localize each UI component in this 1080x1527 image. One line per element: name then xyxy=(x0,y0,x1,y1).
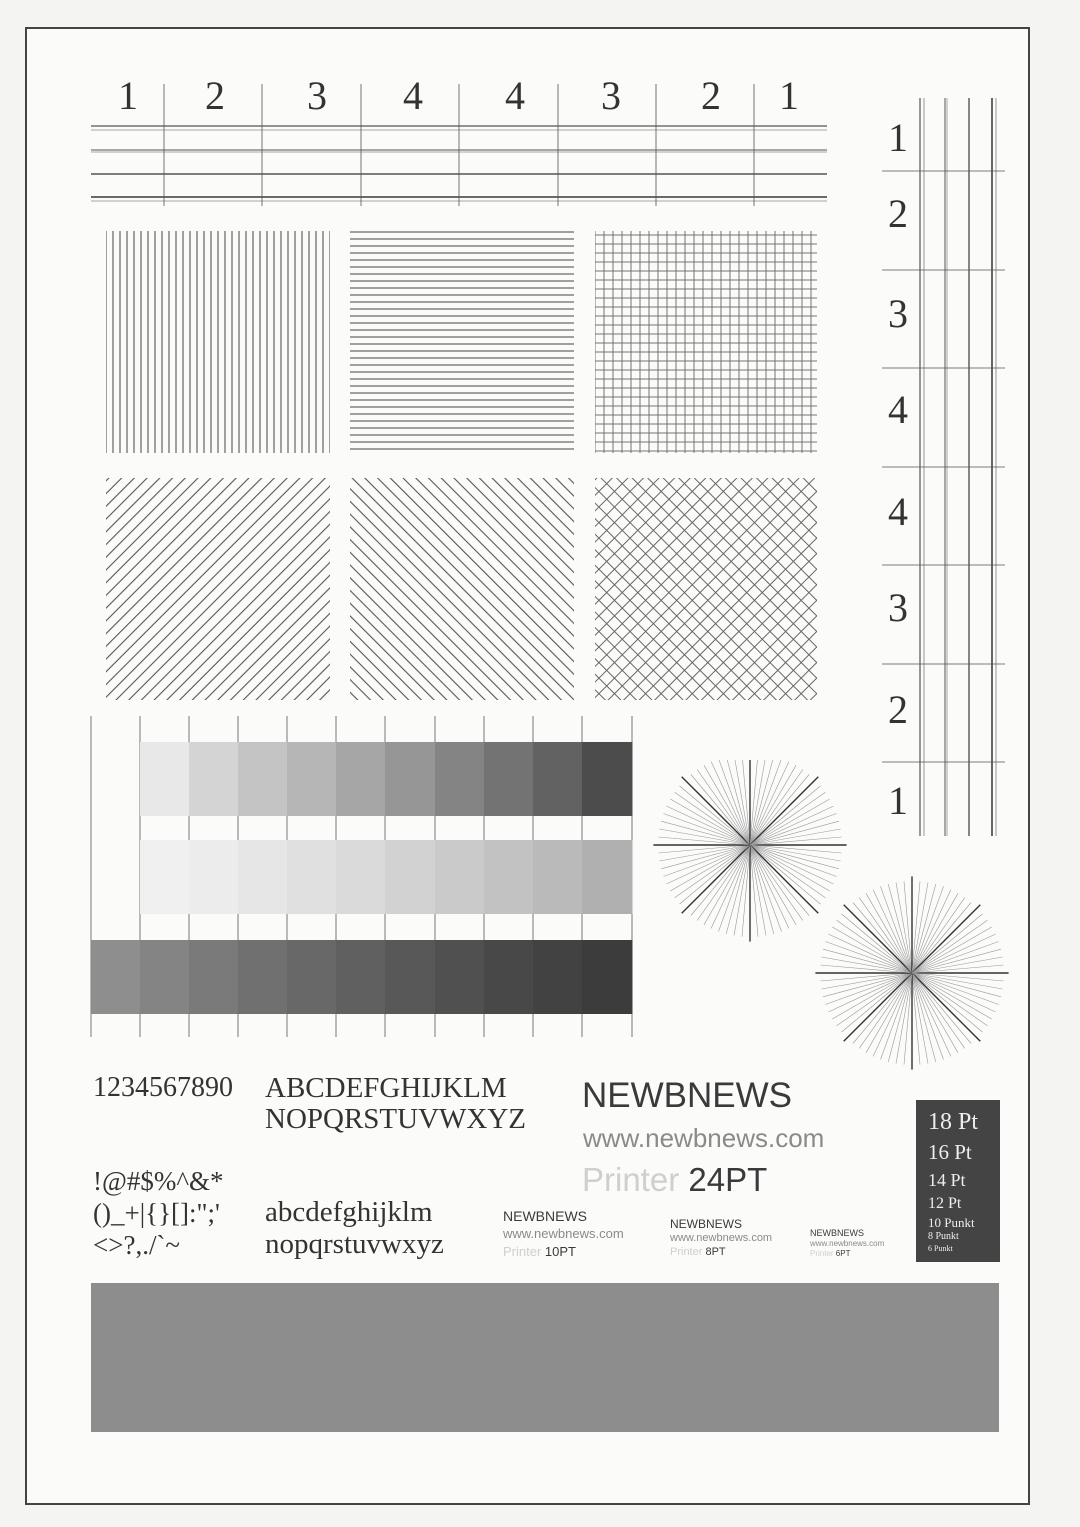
gray-ramp-step xyxy=(287,840,337,914)
gray-ramp-step xyxy=(238,742,288,816)
printer-size-24pt: Printer 24PT xyxy=(582,1161,768,1198)
gray-ramp-step xyxy=(435,742,485,816)
starburst-targets xyxy=(640,760,1030,1080)
gray-ramp-step xyxy=(484,742,534,816)
gray-ramp-step xyxy=(140,742,190,816)
starburst-target xyxy=(653,760,846,942)
symbols-sample: <>?,./`~ xyxy=(93,1230,181,1260)
ruler-number: 2 xyxy=(888,687,908,732)
brand-url-6pt: www.newbnews.com xyxy=(810,1239,885,1248)
printer-size-8pt: Printer 8PT xyxy=(670,1246,726,1258)
point-size-label: 10 Punkt xyxy=(928,1215,975,1230)
point-size-label: 14 Pt xyxy=(928,1170,966,1190)
point-size-label: 16 Pt xyxy=(928,1140,972,1164)
brand-name-24pt: NEWBNEWS xyxy=(582,1076,792,1115)
uppercase-sample: ABCDEFGHIJKLM xyxy=(265,1072,507,1104)
ruler-number: 3 xyxy=(307,73,327,118)
printer-size-10pt: Printer 10PT xyxy=(503,1244,576,1259)
brand-name-10pt: NEWBNEWS xyxy=(503,1208,587,1224)
symbols-sample: !@#$%^&* xyxy=(93,1166,224,1196)
ruler-number: 4 xyxy=(505,73,525,118)
ruler-number: 1 xyxy=(779,73,799,118)
brand-url-24pt: www.newbnews.com xyxy=(583,1123,825,1153)
point-size-label: 18 Pt xyxy=(928,1109,979,1135)
gray-ramp-step xyxy=(435,940,485,1014)
gray-ramp-step xyxy=(140,840,190,914)
gray-ramp-step xyxy=(287,940,337,1014)
gray-ramp-step xyxy=(189,940,239,1014)
lowercase-sample: abcdefghijklm xyxy=(265,1196,433,1228)
gray-ramp-step xyxy=(140,940,190,1014)
ruler-number: 3 xyxy=(888,291,908,336)
gray-ramp-step xyxy=(385,742,436,816)
ruler-number: 4 xyxy=(888,489,908,534)
gray-ramp-step xyxy=(238,940,288,1014)
gray-ramp-step xyxy=(91,940,141,1014)
brand-name-8pt: NEWBNEWS xyxy=(670,1217,742,1231)
ruler-number: 1 xyxy=(888,115,908,160)
gray-ramp-step xyxy=(533,742,583,816)
ruler-number: 4 xyxy=(403,73,423,118)
gray-ramp-step xyxy=(336,840,386,914)
brand-name-6pt: NEWBNEWS xyxy=(810,1228,864,1238)
gray-ramp-step xyxy=(435,840,485,914)
uppercase-sample: NOPQRSTUVWXYZ xyxy=(265,1103,526,1135)
gray-ramp-step xyxy=(582,840,633,914)
ruler-number: 2 xyxy=(701,73,721,118)
brand-url-10pt: www.newbnews.com xyxy=(503,1226,624,1241)
ruler-number: 1 xyxy=(118,73,138,118)
gray-ramp-step xyxy=(533,840,583,914)
point-size-box xyxy=(916,1100,1000,1262)
gray-ramp-step xyxy=(484,940,534,1014)
ruler-number: 4 xyxy=(888,387,908,432)
printer-size-6pt: Printer 6PT xyxy=(810,1249,851,1258)
point-size-label: 8 Punkt xyxy=(928,1231,959,1242)
ruler-number: 1 xyxy=(888,778,908,823)
gray-ramp-step xyxy=(287,742,337,816)
point-size-label: 6 Punkt xyxy=(928,1244,953,1253)
gray-ramp-step xyxy=(189,840,239,914)
gray-ramp-step xyxy=(238,840,288,914)
gray-ramp-step xyxy=(189,742,239,816)
ruler-number: 3 xyxy=(888,585,908,630)
lowercase-sample: nopqrstuvwxyz xyxy=(265,1228,444,1260)
digits-sample: 1234567890 xyxy=(93,1072,233,1103)
ruler-number: 2 xyxy=(205,73,225,118)
gray-ramp-step xyxy=(582,940,633,1014)
gray-ramp-step xyxy=(336,940,386,1014)
brand-url-8pt: www.newbnews.com xyxy=(670,1232,773,1244)
gray-ramp-step xyxy=(582,742,633,816)
gray-ramp-step xyxy=(484,840,534,914)
symbols-sample: ()_+|{}[]:";' xyxy=(93,1198,220,1228)
point-size-label: 12 Pt xyxy=(928,1195,962,1212)
gray-ramp-step xyxy=(533,940,583,1014)
solid-gray-bar xyxy=(91,1283,999,1432)
gray-ramp-step xyxy=(336,742,386,816)
gray-ramp-step xyxy=(385,840,436,914)
ruler-number: 3 xyxy=(601,73,621,118)
ruler-number: 2 xyxy=(888,191,908,236)
starburst-target xyxy=(815,876,1008,1069)
gray-ramp-step xyxy=(385,940,436,1014)
